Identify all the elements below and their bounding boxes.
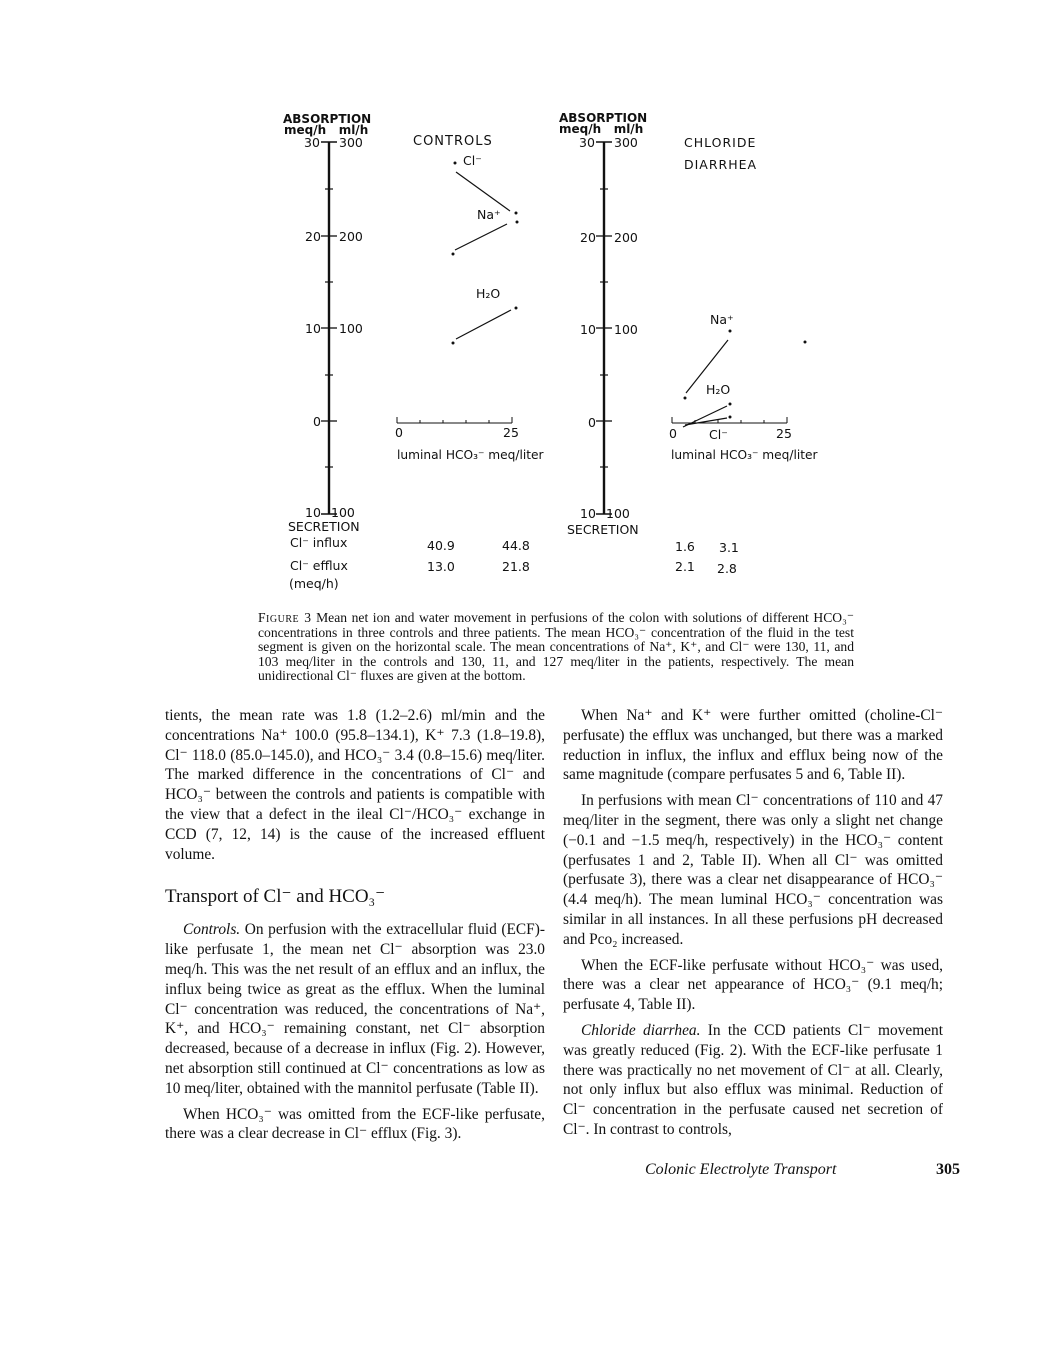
right-axis [559,111,647,537]
right-paragraph-2: In perfusions with mean Cl⁻ concentrations of 110 and 47 meq/liter in the segment, there was only a slight net change (−0.1 and −1.5 meq/h, respectively) in the HCO₃⁻ content (perfusates 1 and 2, Table II). When all Cl⁻ was omitted (perfusate 3), there was a clear net disappearance of HCO₃⁻ (4.4 meq/h). The mean luminal HCO₃⁻ concentration was similar in all instances. In all these perfusions pH decreased and Pco₂ increased. [563,792,943,948]
controls-h2o-label: H₂O [476,286,501,301]
right-tick-300: 300 [614,135,638,150]
left-paragraph-1: tients, the mean rate was 1.8 (1.2–2.6) ml/min and the concentrations Na⁺ 100.0 (95.8–134.1), K⁺ 7.3 (1.8–19.8), Cl⁻ 118.0 (85.0–145.0), and HCO₃⁻ 3.4 (0.8–15.6) meq/liter. The marked difference in the concentrations of Cl⁻ and HCO₃⁻ between the controls and patients is compatible with the view that a defect in the ileal Cl⁻/HCO₃⁻ exchange in CCD (7, 12, 14) is the cause of the increased effluent volume. [165,707,545,863]
chloride-x-start: 0 [669,426,677,441]
right-column [563,706,943,1146]
controls-efflux-2: 21.8 [502,559,530,574]
left-axis-units: meq/h ml/h [284,123,369,137]
chloride-influx-2: 3.1 [719,540,739,555]
chloride-stray-point [804,341,807,344]
right-paragraph-1: When Na⁺ and K⁺ were further omitted (choline-Cl⁻ perfusate) the efflux was unchanged, but there was a marked reduction in influx, the influx and efflux being now of the same magnitude (compare perfusates 5 and 6, Table II). [563,707,943,784]
controls-x-start: 0 [395,425,403,440]
right-tick-minus100: 100 [606,506,630,521]
right-tick-20: 20 [580,230,596,245]
right-tick-minus10: 10 [580,506,596,521]
caption-lead: Figure 3 [258,610,312,625]
section-heading: Transport of Cl⁻ and HCO₃⁻ [165,886,386,908]
left-column [165,706,545,1150]
chloride-x-label: luminal HCO₃⁻ meq/liter [671,448,818,462]
chloride-h2o-point-0 [729,403,732,406]
controls-na-label: Na⁺ [477,207,501,222]
controls-cl-label: Cl⁻ [463,153,482,168]
chloride-cl-label: Cl⁻ [709,427,728,442]
controls-cl-line [456,172,510,211]
controls-x-end: 25 [503,425,519,440]
right-axis-units: meq/h ml/h [559,122,644,136]
controls-x-label: luminal HCO₃⁻ meq/liter [397,448,544,462]
controls-h2o-point-1 [452,342,455,345]
controls-na-line [455,224,507,250]
right-tick-10: 10 [580,322,596,337]
chloride-cl-point-0 [729,416,732,419]
right-tick-0: 0 [588,415,596,430]
controls-h2o-point-0 [515,307,518,310]
left-axis [283,112,371,534]
controls-influx-1: 40.9 [427,538,455,553]
left-axis-secretion: SECRETION [288,519,360,534]
controls-text: On perfusion with the extracellular fluid (ECF)-like perfusate 1, the mean net Cl⁻ absorption was 23.0 meq/h. This was the net result of an efflux and an influx, the influx being twice as great as the efflux. When the luminal Cl⁻ concentration was reduced, the concentrations of Na⁺, K⁺, and HCO₃⁻ remaining constant, net Cl⁻ absorption decreased, because of a decrease in influx (Fig. 2). However, net absorption still continued at Cl⁻ concentrations as low as 10 meq/liter, obtained with the mannitol perfusate (Table II). [165,921,545,1097]
chloride-efflux-1: 2.1 [675,559,695,574]
controls-h2o-line [456,310,511,339]
left-tick-200: 200 [339,229,363,244]
caption-text: Mean net ion and water movement in perfusions of the colon with solutions of different HCO₃⁻ concentrations in three controls and three patients. The mean HCO₃⁻ concentration of the fluid in the test segment is given on the horizontal scale. The mean concentrations of Na⁺, K⁺, and Cl⁻ were 130, 11, and 103 meq/liter in the controls and 130, 11, and 127 meq/liter in the patients, respectively. The mean unidirectional Cl⁻ fluxes are given at the bottom. [258,610,855,684]
right-tick-200: 200 [614,230,638,245]
page-footer [645,1161,960,1179]
chloride-na-point-0 [729,330,732,333]
chloride-cl-line [685,418,727,425]
right-axis-secretion: SECRETION [567,522,639,537]
controls-cl-point-1 [515,212,518,215]
figure-3 [0,0,1046,610]
right-paragraph-4 [563,1021,943,1140]
flux-unit-label: (meq/h) [289,576,339,591]
controls-influx-2: 44.8 [502,538,530,553]
chloride-na-label: Na⁺ [710,312,734,327]
chloride-h2o-label: H₂O [706,382,731,397]
chloride-panel [669,135,819,462]
left-tick-0: 0 [313,414,321,429]
chloride-diarrhea-lead: Chloride diarrhea. [581,1021,701,1039]
left-paragraph-2 [165,920,545,1098]
left-tick-30: 30 [304,135,320,150]
right-tick-30: 30 [579,135,595,150]
chloride-diarrhea-text: In the CCD patients Cl⁻ movement was greatly reduced (Fig. 2). With the ECF-like perfusate 1 there was practically no net movement of Cl⁻ at all. Clearly, not only influx but also efflux was minimal. Reduction of Cl⁻ concentration in the perfusate caused net secretion of Cl⁻. In contrast to controls, [563,1021,943,1138]
controls-lead: Controls. [183,921,241,939]
chloride-title-2: DIARRHEA [684,157,758,172]
controls-cl-point-0 [454,162,457,165]
right-paragraph-3: When the ECF-like perfusate without HCO₃⁻ was used, there was a clear net appearance of HCO₃⁻ (9.1 meq/h; perfusate 4, Table II). [563,956,943,1014]
controls-title: CONTROLS [413,134,493,149]
controls-na-point-1 [452,253,455,256]
right-tick-100: 100 [614,322,638,337]
controls-na-point-0 [516,221,519,224]
running-title: Colonic Electrolyte Transport [645,1161,837,1178]
page-number: 305 [936,1161,960,1178]
left-tick-300: 300 [339,135,363,150]
chloride-na-point-1 [684,397,687,400]
left-tick-minus10: 10 [305,505,321,520]
left-tick-10: 10 [305,321,321,336]
chloride-efflux-2: 2.8 [717,561,737,576]
left-axis-title: ABSORPTION [283,112,372,126]
efflux-label: Cl⁻ efflux [290,558,348,573]
left-paragraph-3: When HCO₃⁻ was omitted from the ECF-like perfusate, there was a clear decrease in Cl⁻ efflux (Fig. 3). [165,1105,545,1143]
chloride-title-1: CHLORIDE [684,135,757,150]
flux-table [289,535,739,591]
controls-panel [395,134,545,462]
chloride-x-end: 25 [776,426,792,441]
left-tick-20: 20 [305,229,321,244]
right-axis-title: ABSORPTION [559,111,648,125]
left-tick-minus100: 100 [331,505,355,520]
chloride-influx-1: 1.6 [675,539,695,554]
influx-label: Cl⁻ influx [290,535,348,550]
controls-efflux-1: 13.0 [427,559,455,574]
left-tick-100: 100 [339,321,363,336]
figure-caption [258,611,854,684]
